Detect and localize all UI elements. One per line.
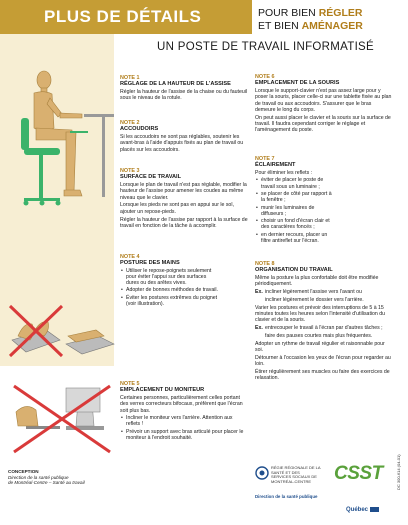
note-text: Détourner à l'occasion les yeux de l'écran pour regarder au loin. xyxy=(255,354,391,368)
note-text: On peut aussi placer le clavier et la souris sur la surface de travail. Il faudra cependant corriger le réglage et l'aménagement du poste. xyxy=(255,114,391,134)
note-title: SURFACE DE TRAVAIL xyxy=(120,174,182,181)
note-text: Certaines personnes, particulièrement celles portant des verres correcteurs bifocaux, préfèrent que l'écran soit plus bas. xyxy=(120,395,243,414)
monitor-illustration xyxy=(6,382,116,456)
page-title: PLUS DE DÉTAILS xyxy=(44,7,202,26)
note-text: Lorsque le plan de travail n'est pas réglable, modifier la hauteur de l'assise pour amener les coudes au même niveau que le clavier. xyxy=(120,182,247,201)
list-item: • Éviter les postures extrêmes du poignet (voir illustration). xyxy=(120,295,220,308)
list-item: • munir les luminaires de diffuseurs ; xyxy=(255,205,335,218)
note-title: EMPLACEMENT DE LA SOURIS xyxy=(255,80,340,87)
list-item: • Adopter de bonnes méthodes de travail. xyxy=(120,287,220,293)
note-text: Régler la hauteur de l'assise par rapport à la surface de travail en fonction de la tâche à accomplir. xyxy=(120,216,248,229)
note-title: ORGANISATION DU TRAVAIL xyxy=(255,267,333,274)
note-label: NOTE 5 xyxy=(120,381,140,387)
note-label: NOTE 3 xyxy=(120,168,140,174)
wrist-posture-incorrect xyxy=(6,300,66,360)
list-item: • Utiliser le repose-poignets seulement pour éviter l'appui sur des surfaces dures ou des arêtes vives. xyxy=(120,268,220,287)
credits xyxy=(8,469,85,486)
list-item: • éviter de placer le poste de travail sous un luminaire ; xyxy=(255,177,335,190)
flag-icon xyxy=(370,507,379,512)
note-title: POSTURE DES MAINS xyxy=(120,260,180,267)
note-3 xyxy=(120,168,248,229)
note-title: RÉGLAGE DE LA HAUTEUR DE L'ASSISE xyxy=(120,81,231,88)
credits-line: Direction de la santé publique xyxy=(8,474,69,480)
example-label: Ex. xyxy=(255,288,263,295)
note-6 xyxy=(255,74,393,134)
list-item: • choisir un fond d'écran clair et des caractères foncés ; xyxy=(255,218,335,231)
note-text: Varier les postures et prévoir des interruptions de 5 à 15 minutes toutes les heures selon l'intensité d'utilisation du clavier et de la souris. xyxy=(255,304,386,324)
note-2 xyxy=(120,120,248,153)
list-item: incliner légèrement le dossier vers l'arrière. xyxy=(265,296,364,303)
quebec-logo xyxy=(346,507,379,513)
note-title: ACCOUDOIRS xyxy=(120,126,159,133)
note-text: Étirer régulièrement ses muscles ou faire des exercices de relaxation. xyxy=(255,368,390,382)
list-item: entrecouper le travail à l'écran par d'autres tâches ; xyxy=(265,324,383,331)
note-5 xyxy=(120,381,248,441)
wrist-posture-correct xyxy=(64,318,116,358)
note-text: Adopter un rythme de travail régulier et raisonnable pour soi. xyxy=(255,340,385,354)
note-title: EMPLACEMENT DU MONITEUR xyxy=(120,387,205,394)
note-text: Lorsque le support-clavier n'est pas assez large pour y poser la souris, placer celle-ci sur une tablette fixée au plan de travail ou aux accoudoirs. S'assurer que le bras demeure le long du corps. xyxy=(255,88,392,113)
note-label: NOTE 1 xyxy=(120,75,140,81)
regie-emblem-icon xyxy=(255,466,269,480)
note-text: Même la posture la plus confortable doit être modifiée périodiquement. xyxy=(255,275,379,288)
note-text: Régler la hauteur de l'assise de la chaise ou du fauteuil sous le niveau de la rotule. xyxy=(120,89,248,102)
note-8 xyxy=(255,261,393,382)
example-block xyxy=(255,325,393,340)
note-text: Pour éliminer les reflets : xyxy=(255,170,313,177)
csst-logo: CSST xyxy=(334,463,383,484)
note-4 xyxy=(120,254,220,307)
regie-name: RÉGIE RÉGIONALE DE LA SANTÉ ET DES SERVICES SOCIAUX DE MONTRÉAL-CENTRE xyxy=(271,465,321,484)
note-label: NOTE 8 xyxy=(255,261,275,267)
list-item: incliner légèrement l'assise vers l'avant ou xyxy=(265,288,362,295)
note-title: ÉCLAIREMENT xyxy=(255,162,296,169)
quebec-wordmark: Québec xyxy=(346,507,369,514)
note-7 xyxy=(255,156,393,244)
note-label: NOTE 7 xyxy=(255,156,275,162)
note-text: Lorsque les pieds ne sont pas en appui sur le sol, ajouter un repose-pieds. xyxy=(120,202,234,215)
seated-person-illustration xyxy=(6,66,114,224)
tagline-2b: AMÉNAGER xyxy=(301,19,363,32)
list-item: • se placer de côté par rapport à la fenêtre ; xyxy=(255,191,335,204)
note-1 xyxy=(120,75,248,102)
example-label: Ex. xyxy=(255,324,263,331)
dsp-name: Direction de la santé publique xyxy=(255,494,318,499)
credits-label: CONCEPTION xyxy=(8,469,39,474)
credits-line: de Montréal-Centre – Santé au travail xyxy=(8,480,85,486)
tagline-2a: ET BIEN xyxy=(258,19,302,32)
header-tagline xyxy=(258,7,363,32)
page-subtitle: UN POSTE DE TRAVAIL INFORMATISÉ xyxy=(157,41,374,53)
note-label: NOTE 6 xyxy=(255,74,275,80)
document-code: DC 300-614 (04-01) xyxy=(396,454,401,490)
tagline-1b: RÉGLER xyxy=(318,7,363,19)
note-label: NOTE 4 xyxy=(120,254,140,260)
list-item: • Incliner le moniteur vers l'arrière. Attention aux reflets ! xyxy=(120,415,248,428)
note-label: NOTE 2 xyxy=(120,120,140,126)
list-item: • Prévoir un support avec bras articulé pour placer le moniteur à l'endroit souhaité. xyxy=(120,429,248,442)
list-item: • en dernier recours, placer un filtre antireflet sur l'écran. xyxy=(255,232,335,245)
example-block xyxy=(255,289,393,304)
list-item: faire des pauses courtes mais plus fréquentes. xyxy=(265,332,373,339)
tagline-1a: POUR BIEN xyxy=(258,7,319,19)
note-text: Si les accoudoirs ne sont pas réglables, soutenir les avant-bras à l'aide d'appuis fixés au plan de travail ou placés sur les accoudoirs. xyxy=(120,134,244,153)
